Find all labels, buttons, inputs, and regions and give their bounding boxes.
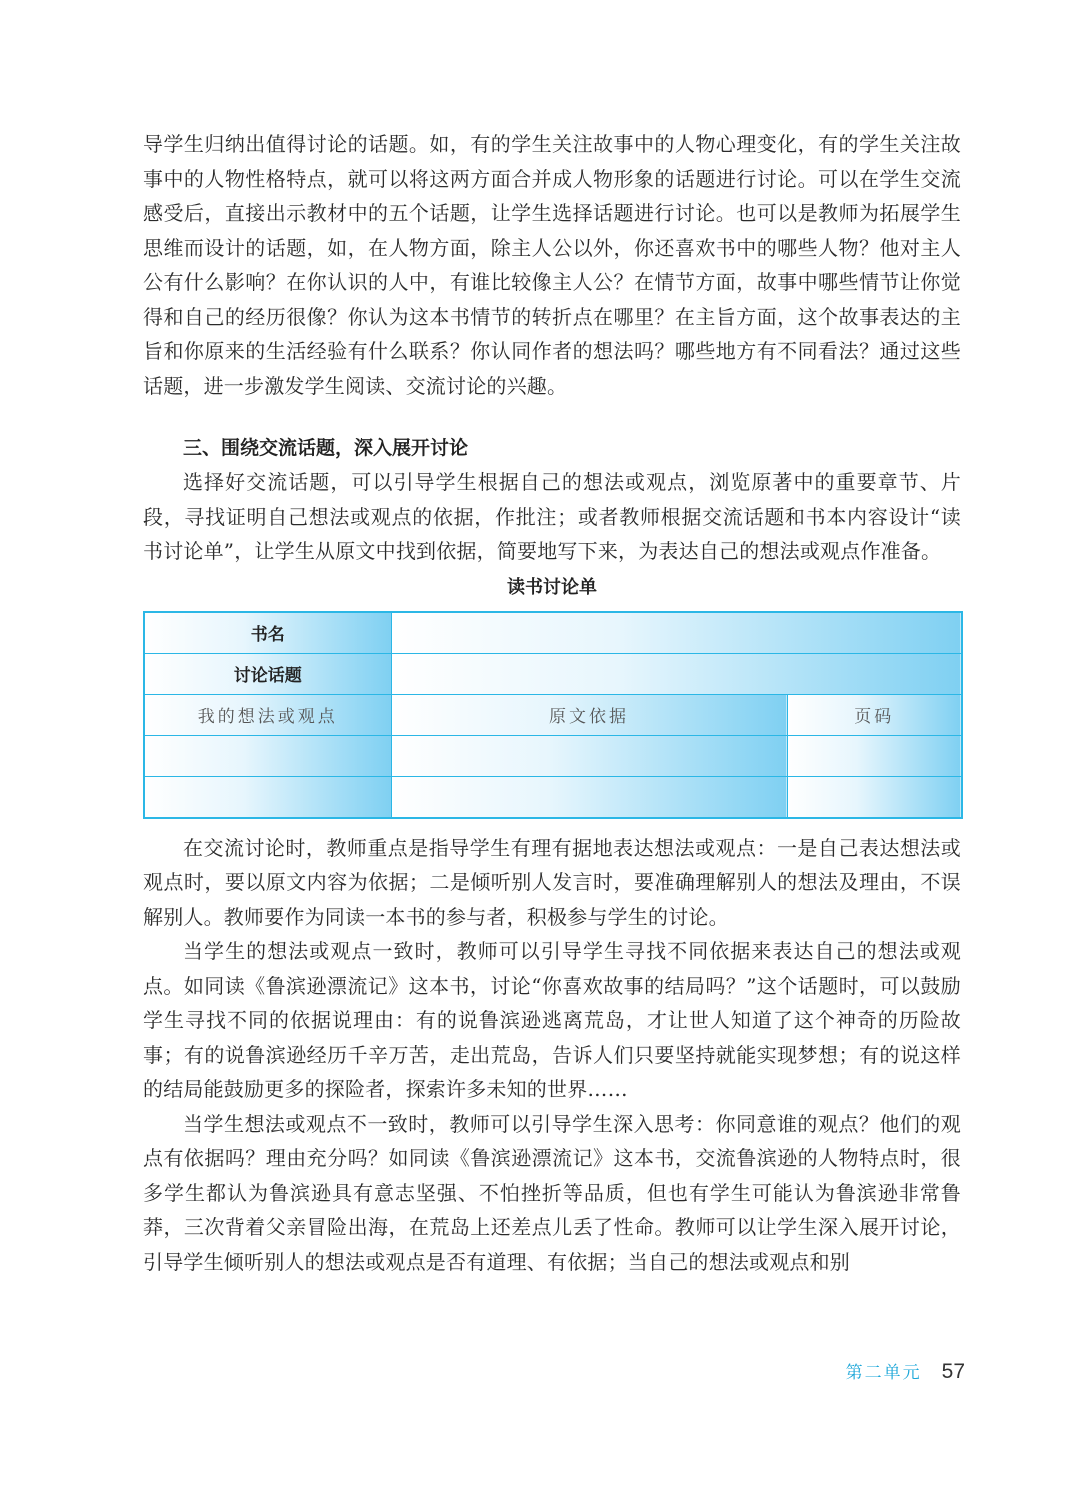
section-heading: 三、围绕交流话题，深入展开讨论 <box>183 437 469 459</box>
table-cell <box>787 735 962 776</box>
table-cell <box>391 735 787 776</box>
body-paragraph: 选择好交流话题，可以引导学生根据自己的想法或观点，浏览原著中的重要章节、片段，寻找证明自己想法或观点的依据，作批注；或者教师根据交流话题和书本内容设计“读书讨论单”，让学生从原文中找到依据，简要地写下来，为表达自己的想法或观点作准备。 <box>143 470 961 563</box>
body-paragraph: 导学生归纳出值得讨论的话题。如，有的学生关注故事中的人物心理变化，有的学生关注故事中的人物性格特点，就可以将这两方面合并成人物形象的话题进行讨论。可以在学生交流感受后，直接出示教材中的五个话题，让学生选择话题进行讨论。也可以是教师为拓展学生思维而设计的话题，如，在人物方面，除主人公以外，你还喜欢书中的哪些人物？他对主人公有什么影响？在你认识的人中，有谁比较像主人公？在情节方面，故事中哪些情节让你觉得和自己的经历很像？你认为这本书情节的转折点在哪里？在主旨方面，这个故事表达的主旨和你原来的生活经验有什么联系？你认同作者的想法吗？哪些地方有不同看法？通过这些话题，进一步激发学生阅读、交流讨论的兴趣。 <box>143 132 961 398</box>
label-discussion-topic: 讨论话题 <box>144 653 391 694</box>
table-row-book-name <box>144 612 962 654</box>
table-cell <box>787 776 962 818</box>
header-page: 页码 <box>787 694 962 735</box>
reading-discussion-table <box>143 611 963 819</box>
table-row-topic <box>144 653 962 694</box>
label-book-name: 书名 <box>144 612 391 654</box>
table-row <box>144 735 962 776</box>
page-content <box>143 127 961 1279</box>
body-paragraph: 当学生想法或观点不一致时，教师可以引导学生深入思考：你同意谁的观点？他们的观点有依据吗？理由充分吗？如同读《鲁滨逊漂流记》这本书，交流鲁滨逊的人物特点时，很多学生都认为鲁滨逊具有意志坚强、不怕挫折等品质，但也有学生可能认为鲁滨逊非常鲁莽，三次背着父亲冒险出海，在荒岛上还差点儿丢了性命。教师可以让学生深入展开讨论，引导学生倾听别人的想法或观点是否有道理、有依据；当自己的想法或观点和别 <box>143 1111 961 1274</box>
table-cell <box>144 735 391 776</box>
book-name-cell <box>391 612 962 654</box>
unit-label: 第二单元 <box>845 1363 922 1383</box>
header-evidence: 原文依据 <box>391 694 787 735</box>
header-my-view: 我的想法或观点 <box>144 694 391 735</box>
table-row <box>144 776 962 818</box>
page-number: 57 <box>941 1360 965 1383</box>
body-paragraph: 当学生的想法或观点一致时，教师可以引导学生寻找不同依据来表达自己的想法或观点。如同读《鲁滨逊漂流记》这本书，讨论“你喜欢故事的结局吗？”这个话题时，可以鼓励学生寻找不同的依据说理由：有的说鲁滨逊逃离荒岛，才让世人知道了这个神奇的历险故事；有的说鲁滨逊经历千辛万苦，走出荒岛，告诉人们只要坚持就能实现梦想；有的说这样的结局能鼓励更多的探险者，探索许多未知的世界…… <box>143 939 961 1101</box>
table-cell <box>144 776 391 818</box>
table-title: 读书讨论单 <box>507 576 597 598</box>
page-footer <box>846 1358 965 1384</box>
table-header-row <box>144 694 962 735</box>
table-cell <box>391 776 787 818</box>
discussion-topic-cell <box>391 653 962 694</box>
body-paragraph: 在交流讨论时，教师重点是指导学生有理有据地表达想法或观点：一是自己表达想法或观点时，要以原文内容为依据；二是倾听别人发言时，要准确理解别人的想法及理由，不误解别人。教师要作为同读一本书的参与者，积极参与学生的讨论。 <box>143 835 961 929</box>
